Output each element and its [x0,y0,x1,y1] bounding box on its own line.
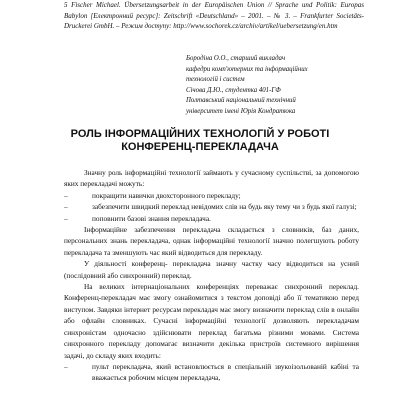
article-body [64,167,359,384]
article-title [40,128,360,154]
author-line: Полтавський національний технічний [186,97,296,104]
dash-marker: – [64,361,68,371]
paragraph: Інформаційне забезпечення перекладача складається з словників, баз даних, персональних знань перекладача, однак інформаційні технології значно полегшують роботу перекладача та зменшують час який відводиться для перекладу. [64,225,359,257]
title-line: РОЛЬ ІНФОРМАЦІЙНИХ ТЕХНОЛОГІЙ У РОБОТІ [70,128,330,140]
list-item [64,213,359,224]
list-item-text: пульт перекладача, який встановлюється в спеціальній звукоізольованій кабіні та вважається робочим місцем перекладача, [92,361,359,383]
title-line: КОНФЕРЕНЦ-ПЕРЕКЛАДАЧА [121,141,279,153]
list-item [64,361,359,384]
paragraph: У діяльності конференц- перекладача значну частку часу відводиться на усний (послідовний або синхронний) переклад. [64,259,359,280]
intro-paragraph: Значну роль інформаційні технології займають у сучасному суспільстві, за допомогою яких перекладачі можуть: [64,168,359,189]
list-item [64,190,359,201]
dash-marker: – [64,190,68,200]
paragraph: На великих інтернаціональних конференціях переважає синхронний переклад. Конференц-перекладач має змогу ознайомитися з текстом доповіді або її тематикою перед виступом. Завдяки інтернет ресурсам перекладач має змогу визначити переклад слів в онлайн або офлайн словниках. Сучасні інформаційні технології дозволяють перекладачам синхроністам одночасно здійснювати переклад багатьма різними мовами. Система синхронного перекладу допомагає визначити декілька пристроїв системного вирішення задачі, до складу яких входить: [64,282,359,360]
author-line: Бородіна О.О., старший викладач [186,55,286,62]
author-line: університет імені Юрія Кондратюка [186,107,296,115]
list-item [64,201,359,212]
author-line: Січова Д.Ю., студентка 401-ГФ [186,86,281,94]
dash-marker: – [64,202,68,212]
list-item-text: поповнити базові знання перекладача. [92,213,211,223]
reference-entry: 5 Fischer Michael. Übersetzungsarbeit in der Europäischen Union // Sprache und Politik: Europas Babylon [Електронний ресурс]: Zeitschrift «Deutschland» – 2001. – № 3. – Frankfurter Societäts-Druckerei GmbH. – Режим доступу: http://www.sochorek.cz/archiv/artikel/uebersetzung/en.htm [64,1,364,30]
list-item-text: покращити навички двохсторонного перекладу; [92,190,241,200]
author-block [186,54,376,117]
author-line: кафедри комп'ютерних та інформаційних [186,65,308,73]
list-item-text: забезпечити швидкий переклад невідомих слів на будь яку тему чи з будь якої галузі; [92,202,357,212]
dash-marker: – [64,213,68,223]
author-line: технологій і систем [186,76,245,83]
